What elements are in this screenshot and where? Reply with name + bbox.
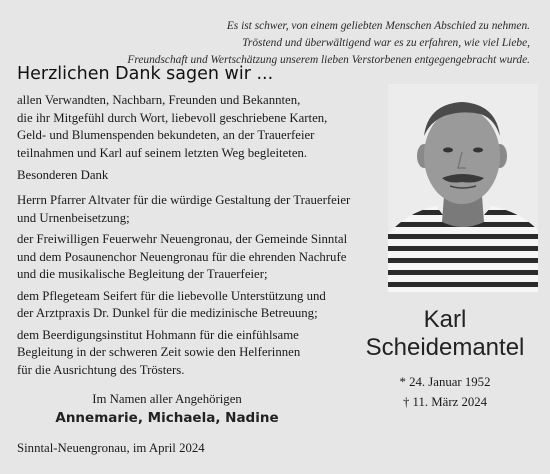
place-date: Sinntal-Neuengronau, im April 2024 xyxy=(17,441,205,455)
thanks-line: und Urnenbeisetzung; xyxy=(17,210,130,225)
portrait-illustration xyxy=(388,84,538,292)
thanks-care-team xyxy=(17,288,377,323)
signature-intro: Im Namen aller Angehörigen xyxy=(92,392,242,406)
death-date: † 11. März 2024 xyxy=(402,395,488,409)
signature-names: Annemarie, Michaela, Nadine xyxy=(55,410,279,426)
deceased-last-name: Scheidemantel xyxy=(365,334,525,361)
thanks-line: und die musikalische Begleitung der Trauerfeier; xyxy=(17,267,268,281)
birth-date: * 24. Januar 1952 xyxy=(399,375,491,389)
thanks-fire-brigade xyxy=(17,231,377,284)
special-thanks-list xyxy=(17,192,377,383)
quote-line: Freundschaft und Wertschätzung unserem lieben Verstorbenen entgegengebracht wurde. xyxy=(127,54,530,66)
thanks-line: Herrn Pfarrer Altvater für die würdige Gestaltung der Trauerfeier xyxy=(17,193,351,207)
life-dates xyxy=(352,372,538,412)
intro-line: Geld- und Blumenspenden bekundeten, an der Trauerfeier xyxy=(17,128,315,142)
quote-line: Es ist schwer, von einem geliebten Menschen Abschied zu nehmen. xyxy=(226,20,530,32)
thanks-line: und dem Posaunenchor Neuengronau für die ehrenden Nachrufe xyxy=(17,249,347,264)
thanks-line: dem Pflegeteam Seifert für die liebevolle Unterstützung und xyxy=(17,288,326,303)
special-thanks-heading: Besonderen Dank xyxy=(17,168,109,182)
intro-line: die ihr Mitgefühl durch Wort, liebevoll geschriebene Karten, xyxy=(17,110,328,125)
intro-text xyxy=(17,92,377,162)
intro-line: allen Verwandten, Nachbarn, Freunden und Bekannten, xyxy=(17,93,301,107)
thanks-pastor xyxy=(17,192,377,227)
portrait-photo xyxy=(388,84,538,292)
thanks-line: Begleitung in der schweren Zeit sowie den Helferinnen xyxy=(17,345,301,359)
thanks-line: der Freiwilligen Feuerwehr Neuengronau, der Gemeinde Sinntal xyxy=(17,232,348,246)
deceased-first-name: Karl xyxy=(423,306,467,333)
thanks-line: der Arztpraxis Dr. Dunkel für die medizinische Betreuung; xyxy=(17,306,318,320)
headline: Herzlichen Dank sagen wir ... xyxy=(17,64,274,84)
intro-line: teilnahmen und Karl auf seinem letzten Weg begleiteten. xyxy=(17,145,308,160)
quote-line: Tröstend und überwältigend war es zu erfahren, wie viel Liebe, xyxy=(242,37,530,49)
thanks-line: dem Beerdigungsinstitut Hohmann für die einfühlsame xyxy=(17,327,299,342)
thanks-funeral-home xyxy=(17,327,377,380)
thanks-line: für die Ausrichtung des Trösters. xyxy=(17,362,185,377)
opening-quote xyxy=(10,18,530,69)
